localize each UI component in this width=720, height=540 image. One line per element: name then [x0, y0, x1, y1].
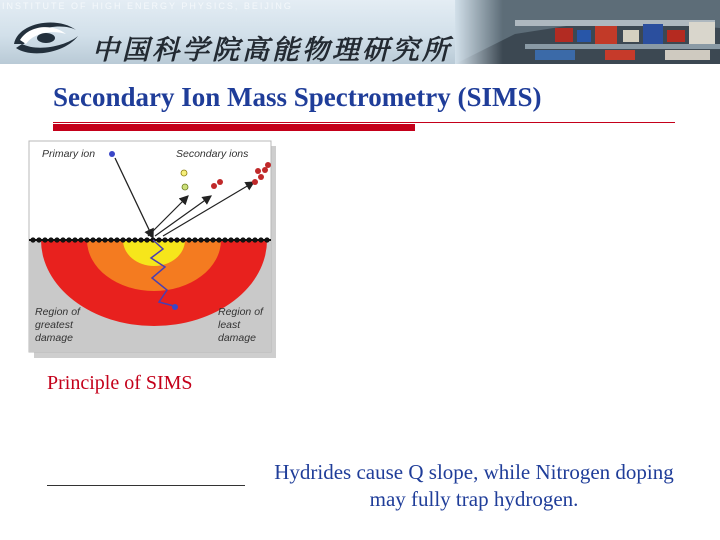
surface-atom — [210, 237, 215, 242]
surface-atom — [132, 237, 137, 242]
surface-atom — [186, 237, 191, 242]
surface-atom — [48, 237, 53, 242]
surface-atom — [90, 237, 95, 242]
surface-atom — [42, 237, 47, 242]
surface-atom — [192, 237, 197, 242]
slide-note: Hydrides cause Q slope, while Nitrogen doping may fully trap hydrogen. — [274, 460, 674, 511]
title-accent-bar — [53, 124, 415, 131]
surface-atom — [126, 237, 131, 242]
surface-atom — [54, 237, 59, 242]
institution-name-en: INSTITUTE OF HIGH ENERGY PHYSICS, BEIJING — [2, 1, 293, 11]
surface-atom — [84, 237, 89, 242]
surface-atom — [102, 237, 107, 242]
label-primary-ion: Primary ion — [42, 148, 96, 160]
surface-atom — [66, 237, 71, 242]
label-secondary-ions: Secondary ions — [176, 148, 249, 160]
surface-atom — [36, 237, 41, 242]
surface-atom — [138, 237, 143, 242]
primary-ion-particle — [109, 151, 115, 157]
accelerator-photo — [455, 0, 720, 64]
surface-atom — [156, 237, 161, 242]
surface-atom — [264, 237, 269, 242]
surface-atom — [258, 237, 263, 242]
surface-atom — [174, 237, 179, 242]
surface-atom — [240, 237, 245, 242]
institute-logo — [8, 14, 84, 58]
surface-atom — [234, 237, 239, 242]
surface-atom — [30, 237, 35, 242]
diagram-caption: Principle of SIMS — [47, 372, 193, 394]
surface-atom — [180, 237, 185, 242]
surface-atom — [114, 237, 119, 242]
implanted-ion — [172, 304, 178, 310]
slide-title: Secondary Ion Mass Spectrometry (SIMS) — [53, 82, 542, 112]
blank-underline — [47, 485, 245, 486]
surface-atom — [144, 237, 149, 242]
surface-atom — [222, 237, 227, 242]
sims-principle-diagram — [26, 140, 280, 360]
surface-atom — [216, 237, 221, 242]
surface-atom — [204, 237, 209, 242]
surface-atom — [60, 237, 65, 242]
surface-atom — [78, 237, 83, 242]
label-least-damage: Region of least damage — [218, 306, 263, 344]
title-underline — [53, 122, 675, 123]
surface-atom — [120, 237, 125, 242]
surface-atom — [72, 237, 77, 242]
secondary-ion-yellow — [181, 170, 187, 176]
secondary-ion-green — [182, 184, 188, 190]
surface-atom — [252, 237, 257, 242]
surface-atom — [198, 237, 203, 242]
surface-atom — [246, 237, 251, 242]
institution-name-cn: 中国科学院高能物理研究所 — [92, 35, 452, 64]
surface-atom — [96, 237, 101, 242]
header-banner — [0, 0, 720, 64]
label-greatest-damage: Region of greatest damage — [35, 306, 80, 344]
surface-atom — [228, 237, 233, 242]
surface-atom — [162, 237, 167, 242]
surface-atom — [168, 237, 173, 242]
surface-atom — [108, 237, 113, 242]
